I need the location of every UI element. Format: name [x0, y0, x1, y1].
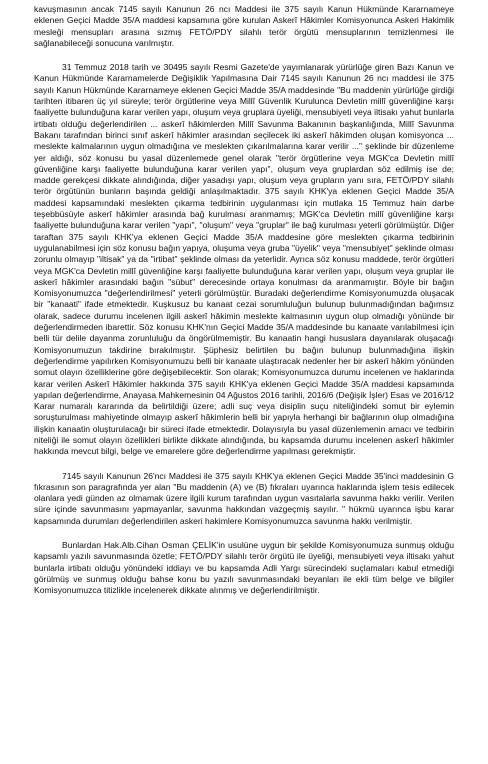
paragraph-intro: kavuşmasının ancak 7145 sayılı Kanunun 26 ncı Maddesi ile 375 sayılı Kanun Hükmünde Kararnameye eklenen Geçici Madde 35/A maddesi kapsamına göre kurulan Askerî Hâkimler Komisyonunca Askeri Hakimlik mesleği mensupları arasına sızmış FETÖ/PDY silahlı terör örgütü mensuplarının temizlenmesi ile sağlanabileceği sonucuna varılmıştır.: [34, 4, 454, 48]
paragraph-spacer: [34, 458, 454, 471]
paragraph-defense-review: Bunlardan Hak.Alb.Cihan Osman ÇELİK'in usulüne uygun bir şekilde Komisyonumuza sunmuş olduğu kapsamlı yazılı savunmasında özetle; FETÖ/PDY silahlı terör örgütü ile üyeliği, mensubiyeti veya iltisakı yahut bunlarla irtibatı olduğu yönündeki iddiayı ve bu kapsamda Adli Yargı sürecindeki suçlamaları kabul etmediği görülmüş ve sunmuş olduğu bahse konu bu yazılı savunmasındaki beyanları ile ekli tüm belge ve bilgiler Komisyonumuzca titizlikle incelenerek dikkate alınmış ve değerlendirilmiştir.: [34, 540, 454, 596]
paragraph-spacer: [34, 49, 454, 62]
paragraph-defense-right: 7145 sayılı Kanunun 26'ncı Maddesi ile 375 sayılı KHK'ya eklenen Geçici Madde 35'inci maddesinin G fıkrasının son paragrafında yer alan "Bu maddenin (A) ve (B) fıkraları uyarınca haklarında işlem tesis edilecek olanlara yedi günden az olmamak üzere ilgili kurum tarafından uygun vasıtalarla savunma hakkı verilir. Verilen süre içinde savunmasını yapmayanlar, savunma hakkından vazgeçmiş sayılır. " hükmü uyarınca işbu karar kapsamında durumları değerlendirilen askeri hakimlere Komisyonumuzca savunma hakkı verilmiştir.: [34, 470, 454, 526]
paragraph-spacer: [34, 527, 454, 540]
paragraph-legal-basis: 31 Temmuz 2018 tarih ve 30495 sayılı Resmi Gazete'de yayımlanarak yürürlüğe giren Bazı Kanun ve Kanun Hükmünde Kararnamelerde Değişiklik Yapılmasına Dair 7145 sayılı Kanunun 26 ncı maddesi ile 375 sayılı Kanun Hükmünde Kararnameye eklenen Geçici Madde 35/A maddesinde "Bu maddenin yürürlüğe girdiği tarihten itibaren üç yıl süreyle; terör örgütlerine veya Millî Güvenlik Kurulunca Devletin millî güvenliğine karşı faaliyette bulunduğuna karar verilen yapı, oluşum veya gruplara üyeliği, mensubiyeti veya iltisakı yahut bunlarla irtibatı olduğu değerlendirilen ... askerî hâkimlerden Millî Savunma Bakanının başkanlığında, Millî Savunma Bakanı tarafından birinci sınıf askerî hâkimler arasından seçilecek iki askerî hâkimden oluşan komisyonca ... meslekte kalmalarının uygun olmadığına ve meslekten çıkarılmalarına karar verilir ..." şeklinde bir düzenleme yer aldığı, söz konusu bu yasal düzenlemede genel olarak "terör örgütlerine veya MGK'ca Devletin millî güvenliğine karşı faaliyette bulunduğuna karar verilen yapı", oluşum veya gruplardan söz edilmiş ise de; madde gerekçesi dikkate alındığında, diğer yasadışı yapı, oluşum veya grupların yanı sıra, FETÖ/PDY silahlı terör örgütünün bunların başında geldiği anlaşılmaktadır. 375 sayılı KHK'ya eklenen Geçici Madde 35/A maddesi kapsamındaki meslekten çıkarma tedbirinin uygulanması için mutlaka 15 Temmuz hain darbe teşebbüsüyle askerî hâkimler arasında bağ kurulması aranmamış; MGK'ca Devletin millî güvenliğine karşı faaliyette bulunduğuna karar verilen "yapı", "oluşum" veya "gruplar" ile bağ kurulması yeterli görülmüştür. Diğer taraftan 375 sayılı KHK'ya eklenen Geçici Madde 35/A maddesine göre meslekten çıkarma tedbirinin uygulanabilmesi için söz konusu bağın yapıya, oluşuma veya gruba "üyelik" veya "mensubiyet" şeklinde olması zorunlu olmayıp "iltisak" ya da "irtibat" şeklinde olması da yeterlidir. Ayrıca söz konusu maddede, terör örgütleri veya MGK'ca Devletin millî güvenliğine karşı faaliyette bulunduğuna karar verilen yapı, oluşum veya gruplar ile askerî hâkimler arasındaki bağın "sübut" derecesinde ortaya konulması da aranmamıştır. Böyle bir bağın Komisyonumuzca "değerlendirilmesi" yeterli görülmüştür. Buradaki değerlendirme Komisyonumuzda oluşacak bir "kanaati" ifade etmektedir. Kuşkusuz bu kanaat cezai sorumluluğun bulunup bulunmadığından bağımsız olarak, sadece durumu incelenen ilgili askerî hâkimin meslekte kalmasının uygun olup olmadığı yönünde bir değerlendirmeden ibarettir. Söz konusu KHK'nın Geçici Madde 35/A maddesinde bu kanaate varılabilmesi için belli tür delile dayanma zorunluluğu da öngörülmemiştir. Bu kanaatin hangi hususlara dayanılarak oluşacağı Komisyonumuzun takdirine bırakılmıştır. Şüphesiz belirtilen bu bağın bulunup bulunmadığına ilişkin değerlendirme yapılırken Komisyonumuzu belli bir kanaate ulaştıracak nedenler her bir askerî hâkim yönünden somut olayın özelliklerine göre değişebilecektir. Son olarak; Komisyonumuzca durumu incelenen ve haklarında karar verilen Askerî Hâkimler hakkında 375 sayılı KHK'ya eklenen Geçici Madde 35/A maddesi kapsamında yapılan değerlendirme, Anayasa Mahkemesinin 04 Ağustos 2016 tarihli, 2016/6 (Değişik İşler) Esas ve 2016/12 Karar numaralı kararında da belirtildiği üzere; adli suç veya disiplin suçu niteliğindeki somut bir eylemin soruşturulması mahiyetinde olmayıp askerî hâkimlerin belli bir yapıyla herhangi bir bağlarının olup olmadığına ilişkin kanaatin oluşturulacağı bir süreci ifade etmektedir. Dolayısıyla bu yasal düzenlemenin amacı ve tedbirin niteliği ile somut olayın özellikleri birlikte dikkate alındığında, bu kapsamda durumu incelenen askerî hâkimler hakkında mevcut bilgi, belge ve emarelere göre değerlendirme yapılması gerekmiştir.: [34, 62, 454, 457]
document-page: [34, 4, 454, 597]
